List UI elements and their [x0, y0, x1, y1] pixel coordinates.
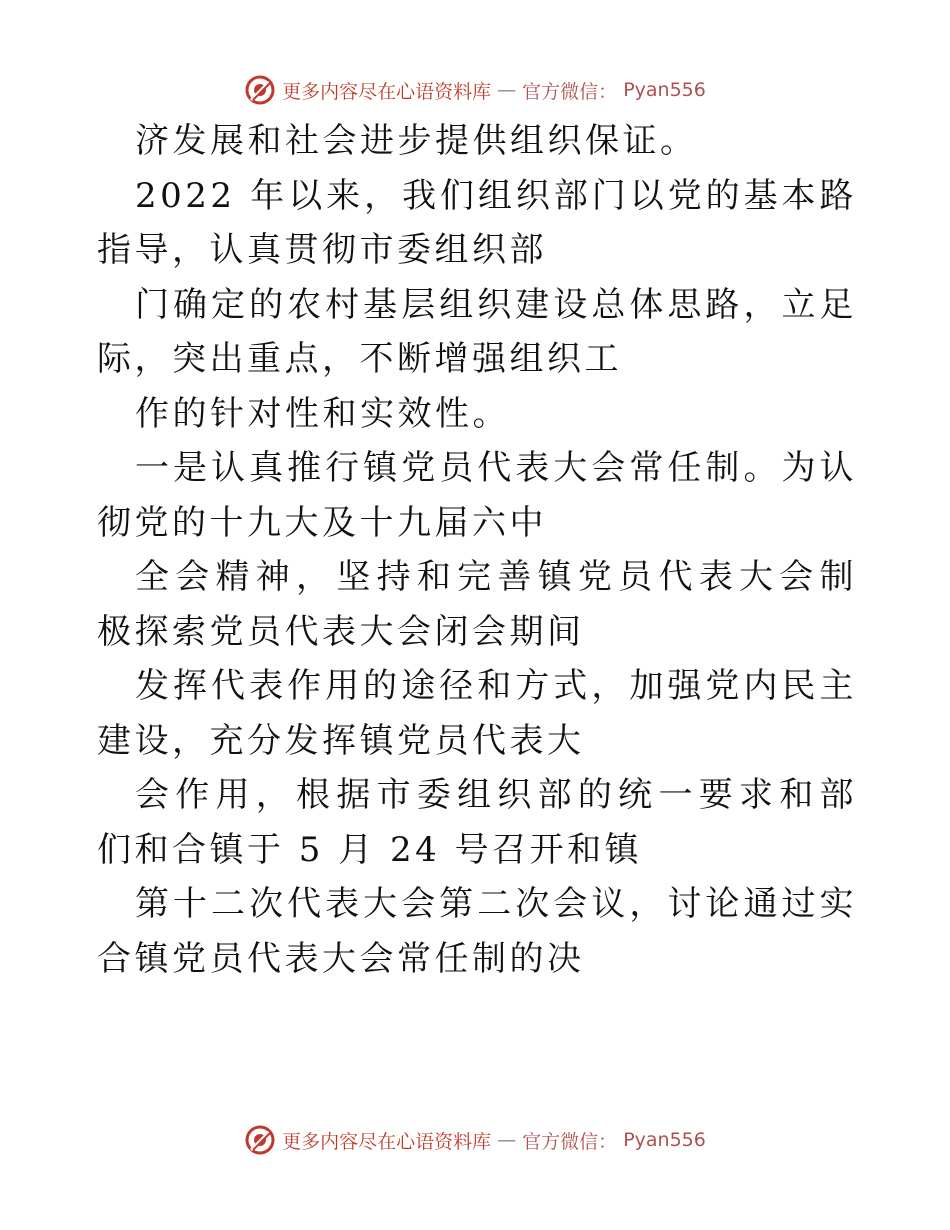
- brand-logo-icon: [244, 74, 276, 106]
- banner-wechat-id: Pyan556: [623, 1129, 706, 1151]
- document-body: [97, 118, 857, 990]
- header-watermark-banner: [0, 70, 950, 110]
- banner-dash: —: [497, 79, 517, 101]
- body-text-line: 彻党的十九大及十九届六中: [97, 502, 547, 543]
- banner-dash: —: [497, 1129, 517, 1151]
- banner-text: 更多内容尽在心语资料库: [282, 80, 492, 103]
- body-text-line: 全会精神，坚持和完善镇党员代表大会制: [135, 557, 857, 597]
- body-text-line: 们和合镇于 5 月 24 号召开和镇: [97, 829, 643, 870]
- banner-wechat-label: 官方微信：: [522, 1130, 618, 1153]
- body-text-line: 第十二次代表大会第二次会议，讨论通过实: [135, 884, 857, 924]
- body-text-line: 际，突出重点，不断增强组织工: [97, 339, 622, 379]
- body-text-line: 发挥代表作用的途径和方式，加强党内民主: [135, 666, 857, 706]
- body-text-line: 合镇党员代表大会常任制的决: [97, 938, 585, 979]
- body-text-line: 济发展和社会进步提供组织保证。: [135, 121, 698, 161]
- body-text-line: 指导，认真贯彻市委组织部: [97, 230, 547, 270]
- body-text-line: 建设，充分发挥镇党员代表大: [97, 720, 585, 761]
- banner-wechat-label: 官方微信：: [522, 80, 618, 103]
- body-text-line: 2022 年以来，我们组织部门以党的基本路: [135, 175, 857, 216]
- body-text-line: 作的针对性和实效性。: [135, 393, 510, 434]
- footer-watermark-banner: [0, 1120, 950, 1160]
- brand-logo-icon: [244, 1124, 276, 1156]
- banner-text: 更多内容尽在心语资料库: [282, 1130, 492, 1153]
- body-text-line: 会作用，根据市委组织部的统一要求和部: [135, 775, 857, 815]
- body-text-line: 门确定的农村基层组织建设总体思路，立足: [135, 284, 857, 325]
- body-text-line: 极探索党员代表大会闭会期间: [97, 611, 585, 652]
- banner-wechat-id: Pyan556: [623, 79, 706, 101]
- body-text-line: 一是认真推行镇党员代表大会常任制。为认: [135, 448, 857, 488]
